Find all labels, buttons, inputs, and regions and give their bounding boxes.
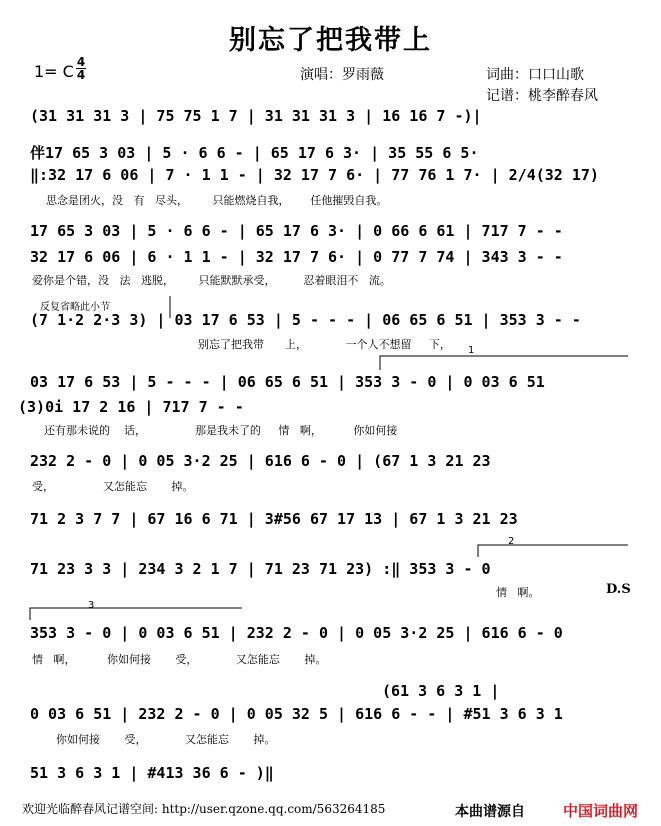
lyric-line: 情 啊。	[496, 586, 540, 599]
notation-line: 51 3 6 3 1 | #413 36 6 - )‖	[30, 764, 274, 782]
lyric-line: 受， 又怎能忘 掉。	[32, 480, 194, 493]
volta-bracket-2	[478, 545, 628, 557]
key-signature: 1= C	[34, 62, 74, 81]
lyric-line: 你如何接 受， 又怎能忘 掉。	[56, 733, 276, 746]
notation-line: (31 31 31 3 | 75 75 1 7 | 31 31 31 3 | 16 16 7 -)|	[30, 107, 482, 125]
notation-line: 32 17 6 06 | 6 · 1 1 - | 32 17 7 6· | 0 77 7 74 | 343 3 - -	[30, 248, 563, 266]
notation-line: 71 2 3 7 7 | 67 16 6 71 | 3#56 67 17 13 | 67 1 3 21 23	[30, 510, 518, 528]
volta-number: 1	[468, 345, 475, 356]
volta-number: 3	[88, 600, 95, 611]
repeat-note: 反复省略此小节	[40, 302, 110, 313]
volta-number: 2	[508, 536, 515, 547]
notation-line: 03 17 6 53 | 5 - - - | 06 65 6 51 | 353 3 - 0 | 0 03 6 51	[30, 373, 545, 391]
lyric-line: 还有那未说的 话， 那是我未了的 情 啊， 你如何接	[44, 424, 398, 437]
composer-credit: 词曲：口口山歌	[486, 67, 584, 83]
volta-bracket-3	[30, 608, 242, 620]
footer-site: 中国词曲网	[563, 802, 639, 820]
notation-line: (7 1·2 2·3 3) | 03 17 6 53 | 5 - - - | 06 65 6 51 | 353 3 - -	[30, 311, 581, 329]
notation-line: (3)0i 17 2 16 | 717 7 - -	[18, 398, 244, 416]
lyric-line: 爱你是个错，没 法 逃脱， 只能默默承受， 忍着眼泪不 流。	[32, 274, 391, 287]
volta-bracket-1	[380, 356, 628, 370]
dal-segno-mark: D.S	[606, 582, 631, 597]
notation-line: 17 65 3 03 | 5 · 6 6 - | 65 17 6 3· | 0 66 6 61 | 717 7 - -	[30, 222, 563, 240]
notation-line: (61 3 6 3 1 |	[382, 682, 500, 700]
song-title: 别忘了把我带上	[229, 25, 432, 56]
notation-line: 伴17 65 3 03 | 5 · 6 6 - | 65 17 6 3· | 35 55 6 5·	[30, 144, 479, 162]
lyric-line: 情 啊， 你如何接 受， 又怎能忘 掉。	[32, 653, 327, 666]
time-signature-top: 4	[76, 55, 86, 69]
singer-credit: 演唱：罗雨薇	[300, 67, 384, 83]
transcriber-credit: 记谱：桃李醉春风	[486, 88, 598, 104]
footer-source: 本曲谱源自	[455, 804, 525, 820]
time-signature-bottom: 4	[76, 68, 86, 82]
footer-welcome: 欢迎光临醉春风记谱空间: http://user.qzone.qq.com/563264185	[22, 802, 386, 816]
notation-line: 232 2 - 0 | 0 05 3·2 25 | 616 6 - 0 | (67 1 3 21 23	[30, 452, 491, 470]
notation-line: 353 3 - 0 | 0 03 6 51 | 232 2 - 0 | 0 05 3·2 25 | 616 6 - 0	[30, 624, 563, 642]
notation-line: 0 03 6 51 | 232 2 - 0 | 0 05 32 5 | 616 6 - - | #51 3 6 3 1	[30, 705, 563, 723]
lyric-line: 思念是团火，没 有 尽头， 只能燃烧自我， 任他摧毁自我。	[46, 194, 388, 207]
lyric-line: 别忘了把我带 上， 一个人不想留 下，	[198, 338, 451, 351]
notation-line: ‖:32 17 6 06 | 7 · 1 1 - | 32 17 7 6· | 77 76 1 7· | 2/4(32 17)	[30, 166, 599, 184]
notation-line: 71 23 3 3 | 234 3 2 1 7 | 71 23 71 23) :‖ 353 3 - 0	[30, 560, 491, 578]
